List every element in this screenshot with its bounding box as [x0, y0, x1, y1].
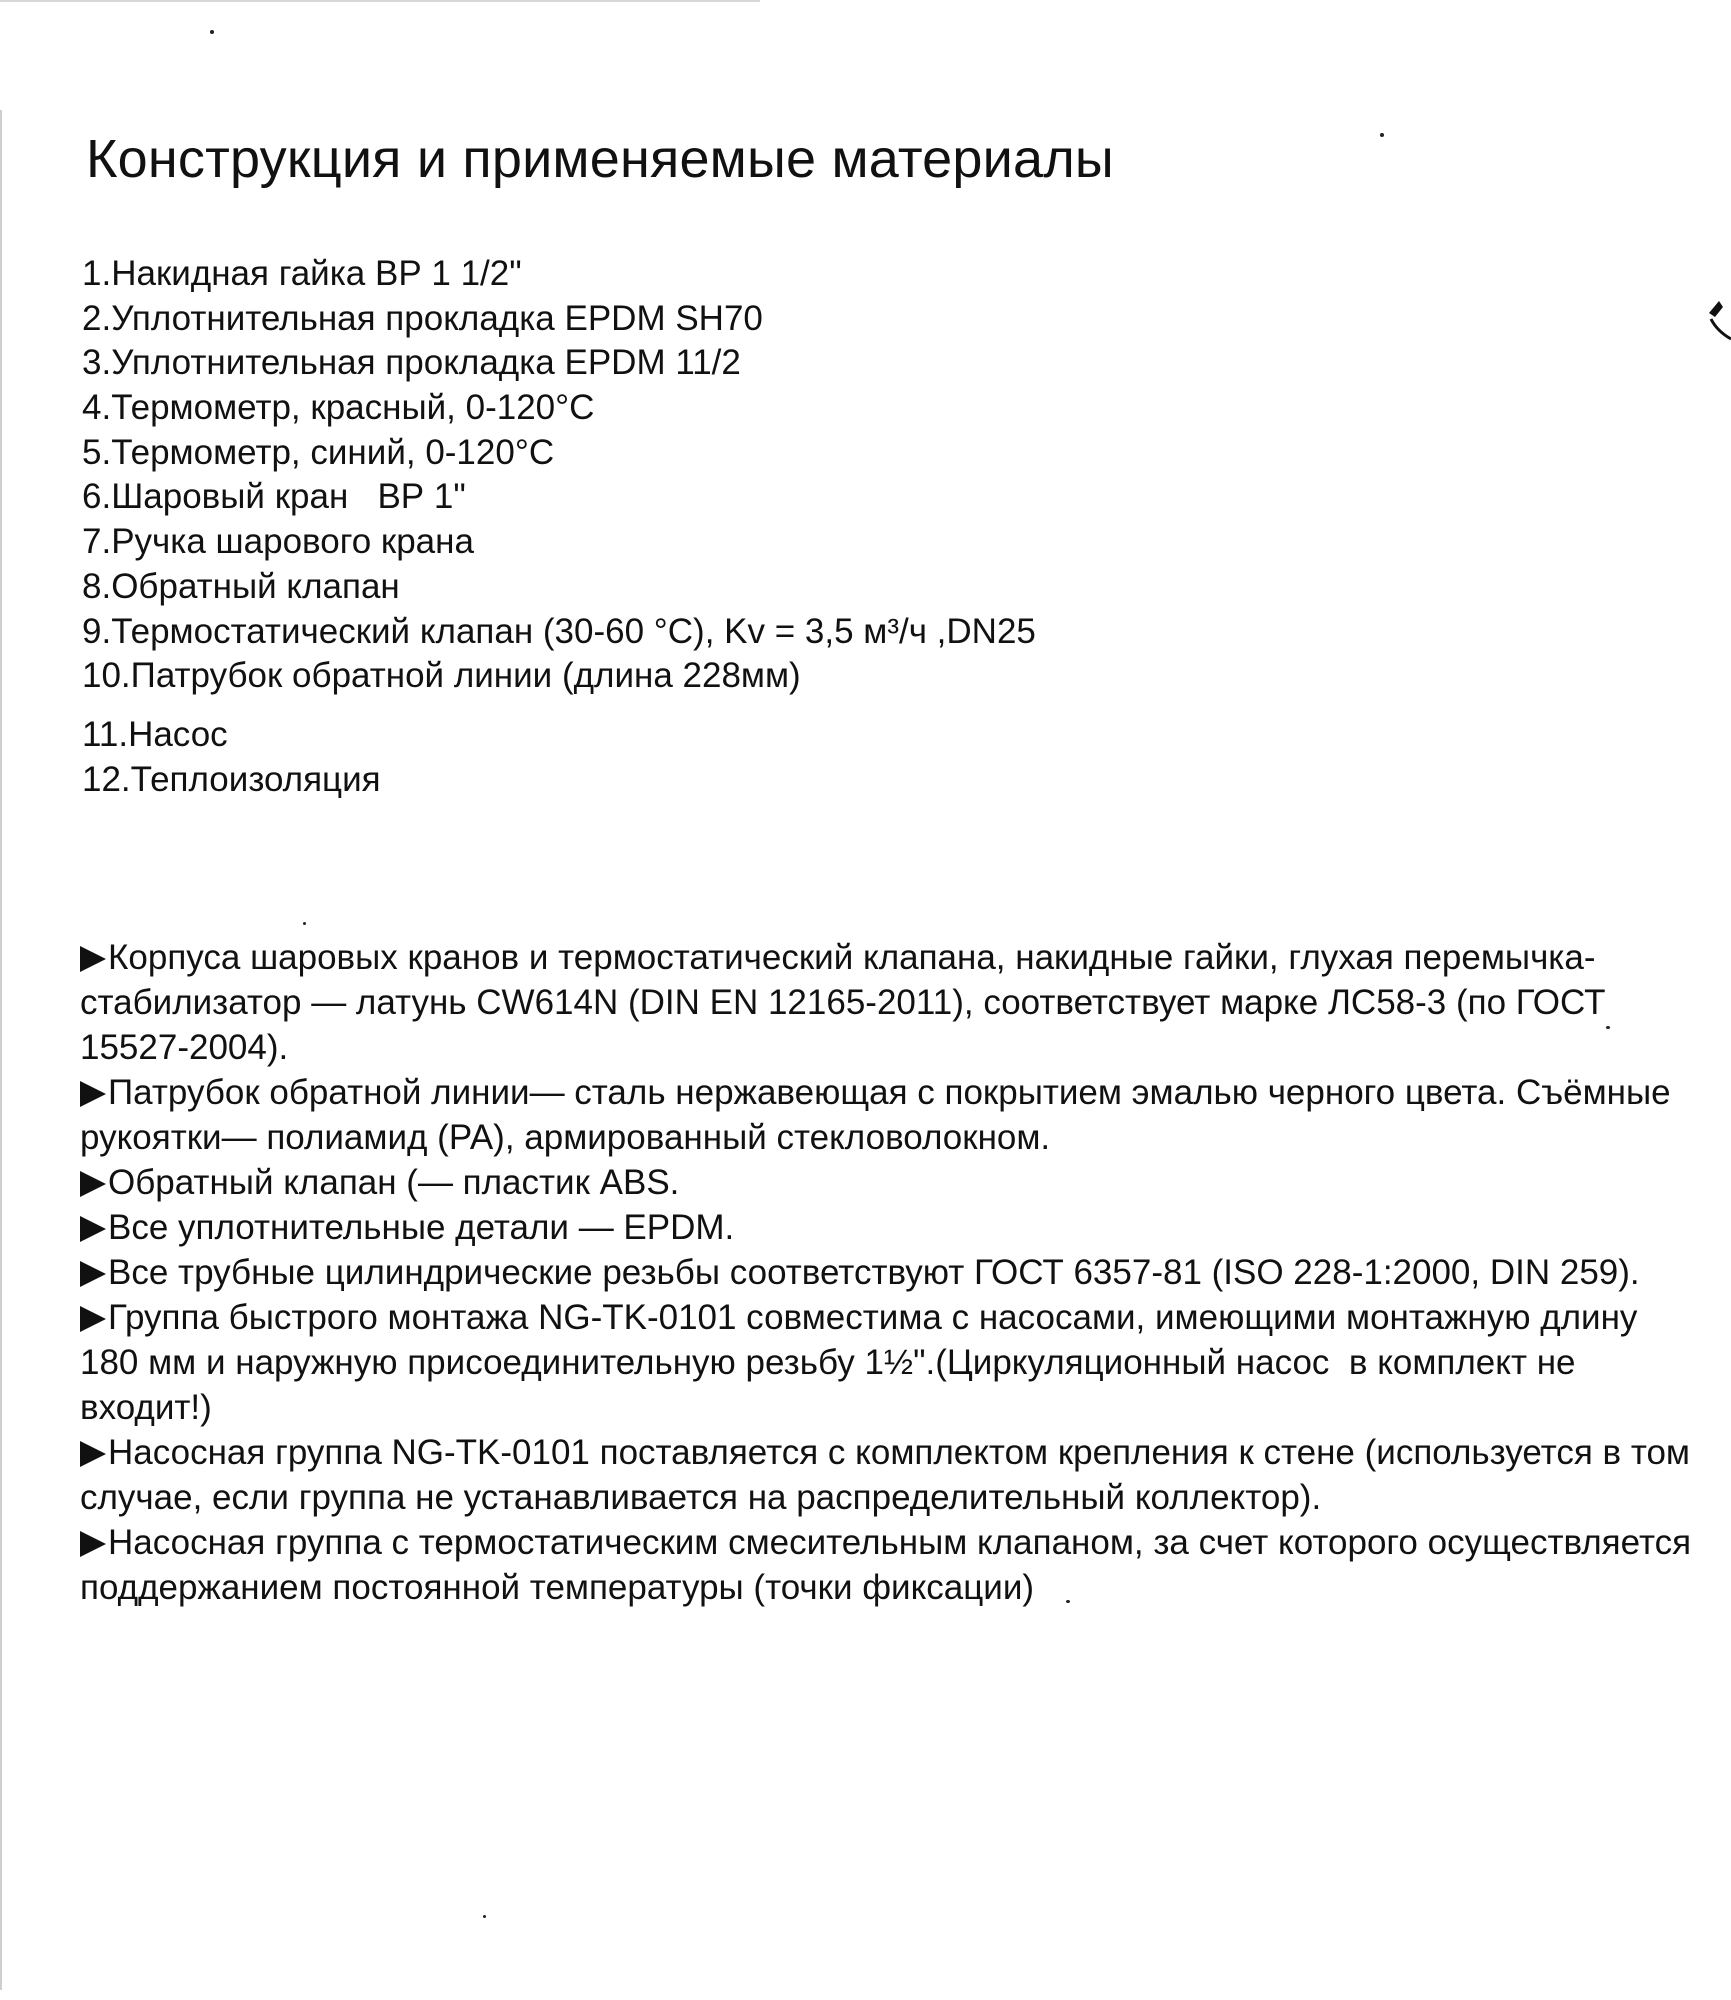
item-number: 2. [82, 298, 112, 338]
scan-left-edge [0, 110, 2, 1990]
item-number: 3. [82, 343, 112, 383]
item-text: Ручка шарового крана [111, 522, 474, 562]
page-title: Конструкция и применяемые материалы [86, 129, 1114, 189]
triangle-bullet-icon [80, 1306, 106, 1332]
triangle-bullet-icon [80, 1441, 106, 1467]
note-item [80, 1520, 1700, 1610]
list-item [82, 475, 1036, 520]
components-list [82, 252, 1036, 802]
item-number: 9. [82, 611, 112, 651]
note-text: Все уплотнительные детали — EPDM. [108, 1208, 735, 1247]
item-number: 7. [82, 522, 112, 562]
triangle-bullet-icon [80, 1531, 106, 1557]
list-item [82, 341, 1036, 386]
scan-dust-mark [483, 1915, 486, 1918]
note-text: Насосная группа с термостатическим смесительным клапаном, за счет которого осуществляется поддержанием постоянной температуры (точки фиксации) [80, 1523, 1692, 1607]
item-text: Уплотнительная прокладка EPDM SH70 [111, 298, 763, 338]
note-item [80, 1205, 1700, 1250]
materials-notes [80, 935, 1700, 1610]
triangle-bullet-icon [80, 1216, 106, 1242]
list-item [82, 610, 1036, 655]
list-item [82, 654, 1036, 699]
item-text: Обратный клапан [111, 566, 400, 606]
note-item [80, 1430, 1700, 1520]
note-text: Корпуса шаровых кранов и термостатический клапана, накидные гайки, глухая перемычка-стабилизатор — латунь CW614N (DIN EN 12165-2011), соответствует марке ЛС58-3 (по ГОСТ 15527-2004). [80, 938, 1606, 1067]
scan-top-edge [0, 0, 760, 2]
list-item [82, 565, 1036, 610]
item-number: 1. [82, 254, 112, 293]
note-text: Обратный клапан (— пластик ABS. [108, 1163, 680, 1202]
scan-artifact-mark [1701, 295, 1731, 355]
scan-dust-mark [1606, 1026, 1610, 1029]
scan-dust-mark [1066, 1600, 1070, 1603]
item-text: Термостатический клапан (30-60 °С), Kv = 3,5 м³/ч ,DN25 [111, 611, 1036, 651]
item-number: 10. [82, 656, 131, 696]
list-item [82, 431, 1036, 476]
note-item [80, 1070, 1700, 1160]
note-text: Все трубные цилиндрические резьбы соответствуют ГОСТ 6357-81 (ISO 228-1:2000, DIN 259). [108, 1253, 1640, 1292]
scan-dust-mark [210, 30, 214, 34]
list-item [82, 758, 1036, 803]
note-text: Насосная группа NG-TK-0101 поставляется с комплектом крепления к стене (используется в том случае, если группа не устанавливается на распределительный коллектор). [80, 1433, 1690, 1517]
item-text: Уплотнительная прокладка EPDM 11/2 [111, 343, 741, 383]
list-item [82, 297, 1036, 342]
note-item [80, 1250, 1700, 1295]
item-number: 11. [82, 714, 129, 754]
triangle-bullet-icon [80, 1261, 106, 1287]
item-text: Термометр, красный, 0-120°С [111, 388, 595, 428]
note-item [80, 935, 1700, 1070]
note-item [80, 1295, 1700, 1430]
list-item [82, 252, 1036, 297]
triangle-bullet-icon [80, 1171, 106, 1197]
item-text: Накидная гайка ВР 1 1/2" [111, 254, 522, 293]
list-item [82, 386, 1036, 431]
list-item [82, 713, 1036, 758]
item-text: Термометр, синий, 0-120°С [111, 432, 555, 472]
note-text: Патрубок обратной линии— сталь нержавеющая с покрытием эмалью черного цвета. Съёмные рукоятки— полиамид (РА), армированный стекловолокном. [80, 1073, 1671, 1157]
item-number: 8. [82, 566, 112, 606]
item-number: 6. [82, 477, 112, 517]
scan-dust-mark [1380, 133, 1384, 137]
note-item [80, 1160, 1700, 1205]
item-text: Патрубок обратной линии (длина 228мм) [130, 656, 801, 696]
triangle-bullet-icon [80, 946, 106, 972]
item-number: 5. [82, 432, 112, 472]
scan-dust-mark [303, 922, 306, 925]
item-text: Насос [128, 714, 228, 754]
note-text: Группа быстрого монтажа NG-TK-0101 совместима с насосами, имеющими монтажную длину 180 мм и наружную присоединительную резьбу 1½".(Циркуляционный насос в комплект не входит!) [80, 1298, 1648, 1427]
triangle-bullet-icon [80, 1081, 106, 1107]
item-text: Шаровый кран ВР 1" [111, 477, 466, 517]
item-number: 12. [82, 759, 131, 799]
item-text: Теплоизоляция [130, 759, 381, 799]
item-number: 4. [82, 388, 112, 428]
list-item [82, 520, 1036, 565]
